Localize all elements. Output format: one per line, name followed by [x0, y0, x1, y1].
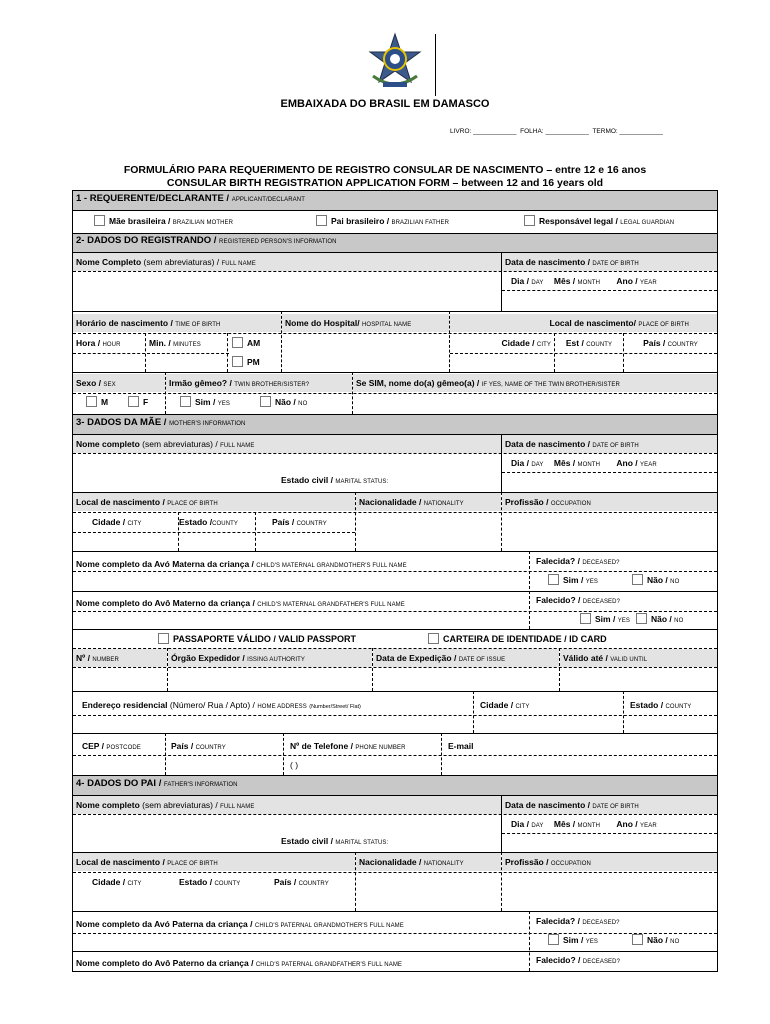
label-maternal-grandfather: Nome completo do Avô Materno da criança / CHILD'S MATERNAL GRANDFATHER'S FULL NAME [76, 598, 405, 608]
label-mother-nationality: Nacionalidade / NATIONALITY [356, 493, 501, 511]
label-grandmother-deceased: Falecida? / DECEASED? [536, 556, 620, 566]
label-email: E-mail [448, 741, 474, 751]
label-father-pob: Local de nascimento / PLACE OF BIRTH [73, 853, 355, 871]
label-mother-state: Estado /COUNTY [179, 517, 238, 527]
label-date-of-issue: Data de Expedição / DATE OF ISSUE [373, 649, 559, 667]
label-address-state: Estado / COUNTY [630, 700, 692, 710]
label-grandfather-deceased: Falecido? / DECEASED? [536, 595, 621, 605]
label-place-of-birth: Local de nascimento/ PLACE OF BIRTH [450, 314, 717, 332]
label-full-name: Nome Completo (sem abreviaturas) / FULL NAME [73, 253, 501, 271]
checkbox[interactable] [632, 574, 643, 585]
father-dob-subfields: Dia / DAY Mês / MONTH Ano / YEAR [511, 819, 657, 829]
label-birth-country: País / COUNTRY [643, 338, 698, 348]
label-twin: Irmão gêmeo? / TWIN BROTHER/SISTER? [166, 374, 352, 392]
label-father-state: Estado / COUNTY [179, 877, 241, 887]
option-passport[interactable]: PASSAPORTE VÁLIDO / VALID PASSPORT [155, 632, 359, 645]
checkbox[interactable] [260, 396, 271, 407]
label-father-nationality: Nacionalidade / NATIONALITY [356, 853, 501, 871]
option-id-card[interactable]: CARTEIRA DE IDENTIDADE / ID CARD [425, 632, 610, 645]
label-father-marital-status: Estado civil / MARITAL STATUS: [281, 836, 389, 846]
label-home-address: Endereço residencial (Número/ Rua / Apto) / HOME ADDRESS (Number/Street/ Flat) [82, 700, 361, 710]
option-grandfather-deceased-yes[interactable]: Sim / YES [577, 612, 633, 625]
checkbox[interactable] [636, 613, 647, 624]
brazil-coat-of-arms-seal [365, 32, 425, 90]
checkbox[interactable] [180, 396, 191, 407]
registration-form [72, 190, 718, 972]
label-maternal-grandmother: Nome completo da Avó Materna da criança / CHILD'S MATERNAL GRANDMOTHER'S FULL NAME [76, 559, 407, 569]
option-pm[interactable]: PM [229, 353, 279, 371]
label-twin-name: Se SIM, nome do(a) gêmeo(a) / IF YES, NAME OF THE TWIN BROTHER/SISTER [353, 374, 717, 392]
checkbox[interactable] [232, 337, 243, 348]
label-mother-dob: Data de nascimento / DATE OF BIRTH [502, 435, 717, 453]
label-mother-occupation: Profissão / OCCUPATION [502, 493, 717, 511]
label-mother-country: País / COUNTRY [272, 517, 327, 527]
label-father-city: Cidade / CITY [92, 877, 142, 887]
form-title-pt: FORMULÁRIO PARA REQUERIMENTO DE REGISTRO CONSULAR DE NASCIMENTO – entre 12 e 16 anos [123, 164, 647, 176]
checkbox[interactable] [86, 396, 97, 407]
label-postcode: CEP / POSTCODE [82, 741, 141, 751]
checkbox[interactable] [524, 215, 535, 226]
label-address-country: País / COUNTRY [171, 741, 226, 751]
checkbox[interactable] [232, 356, 243, 367]
label-paternal-grandfather-deceased: Falecido? / DECEASED? [536, 955, 621, 965]
dob-subfields: Dia / DAY Mês / MONTH Ano / YEAR [511, 276, 657, 286]
label-birth-city: Cidade / CITY [501, 338, 551, 348]
checkbox[interactable] [548, 574, 559, 585]
label-minutes: Min. / MINUTES [149, 338, 201, 348]
checkbox[interactable] [632, 934, 643, 945]
option-grandmother-deceased-no[interactable]: Não / NO [629, 573, 682, 586]
section-applicant-header: 1 - REQUERENTE/DECLARANTE / APPLICANT/DECLARANT [73, 191, 717, 210]
option-sex-f[interactable]: F [125, 395, 151, 408]
checkbox[interactable] [128, 396, 139, 407]
label-mother-city: Cidade / CITY [92, 517, 142, 527]
label-sex: Sexo / SEX [73, 374, 165, 392]
label-father-country: País / COUNTRY [274, 877, 329, 887]
label-paternal-grandfather: Nome completo do Avô Paterno da criança / CHILD'S PATERNAL GRANDFATHER'S FULL NAME [76, 958, 403, 968]
option-brazilian-father[interactable]: Pai brasileiro / BRAZILIAN FATHER [313, 214, 452, 227]
checkbox[interactable] [316, 215, 327, 226]
option-legal-guardian[interactable]: Responsável legal / LEGAL GUARDIAN [521, 214, 677, 227]
label-mother-pob: Local de nascimento / PLACE OF BIRTH [73, 493, 355, 511]
label-father-dob: Data de nascimento / DATE OF BIRTH [502, 796, 717, 814]
checkbox[interactable] [94, 215, 105, 226]
checkbox[interactable] [158, 633, 169, 644]
embassy-title: EMBAIXADA DO BRASIL EM DAMASCO [280, 98, 490, 110]
label-hour: Hora / HOUR [76, 338, 121, 348]
option-paternal-grandmother-yes[interactable]: Sim / YES [545, 933, 601, 946]
label-paternal-grandmother-deceased: Falecida? / DECEASED? [536, 916, 620, 926]
checkbox[interactable] [428, 633, 439, 644]
mother-dob-subfields: Dia / DAY Mês / MONTH Ano / YEAR [511, 458, 657, 468]
option-twin-yes[interactable]: Sim / YES [177, 395, 233, 408]
option-twin-no[interactable]: Não / NO [257, 395, 310, 408]
label-document-number: Nº / NUMBER [73, 649, 167, 667]
option-brazilian-mother[interactable]: Mãe brasileira / BRAZILIAN MOTHER [91, 214, 236, 227]
section-mother-header: 3- DADOS DA MÃE / MOTHER'S INFORMATION [73, 415, 717, 434]
label-phone-number: Nº de Telefone / PHONE NUMBER [290, 741, 406, 751]
label-paternal-grandmother: Nome completo da Avó Paterna da criança / CHILD'S PATERNAL GRANDMOTHER'S FULL NAME [76, 919, 404, 929]
label-date-of-birth: Data de nascimento / DATE OF BIRTH [502, 253, 717, 271]
section-registered-header: 2- DADOS DO REGISTRANDO / REGISTERED PERSON'S INFORMATION [73, 233, 717, 252]
option-grandfather-deceased-no[interactable]: Não / NO [633, 612, 686, 625]
label-father-full-name: Nome completo (sem abreviaturas) / FULL NAME [73, 796, 501, 814]
label-birth-state: Est / COUNTY [565, 338, 613, 348]
label-time-of-birth: Horário de nascimento / TIME OF BIRTH [73, 314, 281, 332]
option-paternal-grandmother-no[interactable]: Não / NO [629, 933, 682, 946]
input-registered-full-name[interactable] [73, 272, 501, 310]
phone-area-code[interactable]: ( ) [290, 760, 299, 770]
label-mother-full-name: Nome completo (sem abreviaturas) / FULL NAME [73, 435, 501, 453]
label-mother-marital-status: Estado civil / MARITAL STATUS: [281, 475, 389, 485]
label-address-city: Cidade / CITY [480, 700, 530, 710]
option-am[interactable]: AM [229, 334, 279, 352]
checkbox[interactable] [548, 934, 559, 945]
applicant-options [73, 210, 717, 232]
label-valid-until: Válido até / VALID UNTIL [560, 649, 717, 667]
label-issuing-authority: Órgão Expedidor / ISSING AUTHORITY [168, 649, 372, 667]
section-father-header: 4- DADOS DO PAI / FATHER'S INFORMATION [73, 776, 717, 795]
option-grandmother-deceased-yes[interactable]: Sim / YES [545, 573, 601, 586]
label-father-occupation: Profissão / OCCUPATION [502, 853, 717, 871]
checkbox[interactable] [580, 613, 591, 624]
label-hospital: Nome do Hospital/ HOSPITAL NAME [282, 314, 449, 332]
option-sex-m[interactable]: M [83, 395, 111, 408]
registry-book-line: LIVRO: ____________ FOLHA: ____________ TERMO: ____________ [450, 128, 663, 135]
form-title-en: CONSULAR BIRTH REGISTRATION APPLICATION FORM – between 12 and 16 years old [166, 177, 604, 189]
